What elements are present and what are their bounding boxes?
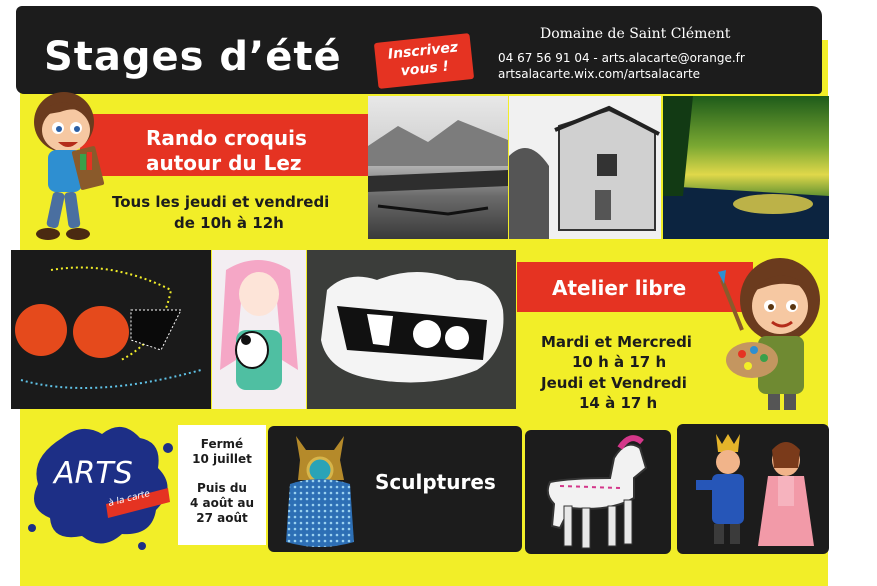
owl-sculpture-image (274, 430, 366, 552)
horse-sculpture-image (530, 428, 666, 556)
closure-card (178, 425, 266, 545)
forest-painting-photo (663, 96, 829, 239)
landscape-sketch-drawing (368, 96, 508, 239)
atelier-line2: 10 h à 17 h (572, 353, 667, 371)
venue-name: Domaine de Saint Clément (540, 26, 731, 42)
background-white-top-right (828, 0, 877, 586)
house-sketch-photo (509, 96, 661, 239)
closure-line2: 10 juillet (192, 452, 252, 466)
rando-title-line1: Rando croquis (146, 126, 307, 150)
logo-name: ARTS (54, 456, 133, 491)
closure-line5: 27 août (196, 511, 248, 525)
contact-line[interactable]: 04 67 56 91 04 - arts.alacarte@orange.fr (498, 51, 745, 65)
figures-sculpture-image (682, 428, 828, 554)
manga-girl-drawing (212, 250, 306, 409)
aboriginal-art-photo (11, 250, 211, 409)
aboriginal-art-drawing (11, 250, 211, 409)
website-link[interactable]: artsalacarte.wix.com/artsalacarte (498, 67, 701, 81)
atelier-line4: 14 à 17 h (579, 394, 658, 412)
logo-tagline: à la carte (107, 489, 152, 509)
atelier-line3: Jeudi et Vendredi (541, 374, 687, 392)
manga-girl-photo (212, 250, 306, 409)
atelier-title: Atelier libre (552, 276, 687, 300)
closure-line4: 4 août au (190, 496, 254, 510)
atelier-line1: Mardi et Mercredi (541, 333, 692, 351)
boy-illustration (20, 88, 116, 244)
forest-painting-drawing (663, 96, 829, 239)
rando-title-line2: autour du Lez (146, 151, 302, 175)
signup-badge-label: Inscrivez vous ! (387, 39, 459, 80)
graffiti-theo-drawing (307, 250, 516, 409)
closure-line3: Puis du (197, 481, 247, 495)
graffiti-theo-photo (307, 250, 516, 409)
rando-schedule-line1: Tous les jeudi et vendredi (112, 193, 330, 211)
house-sketch-drawing (509, 96, 661, 239)
landscape-sketch-photo (368, 96, 508, 239)
closure-line1: Fermé (200, 437, 244, 451)
rando-schedule-line2: de 10h à 12h (174, 214, 284, 232)
page-title: Stages d’été (44, 34, 342, 80)
sculptures-title: Sculptures (375, 470, 496, 494)
girl-painter-illustration (708, 250, 834, 412)
